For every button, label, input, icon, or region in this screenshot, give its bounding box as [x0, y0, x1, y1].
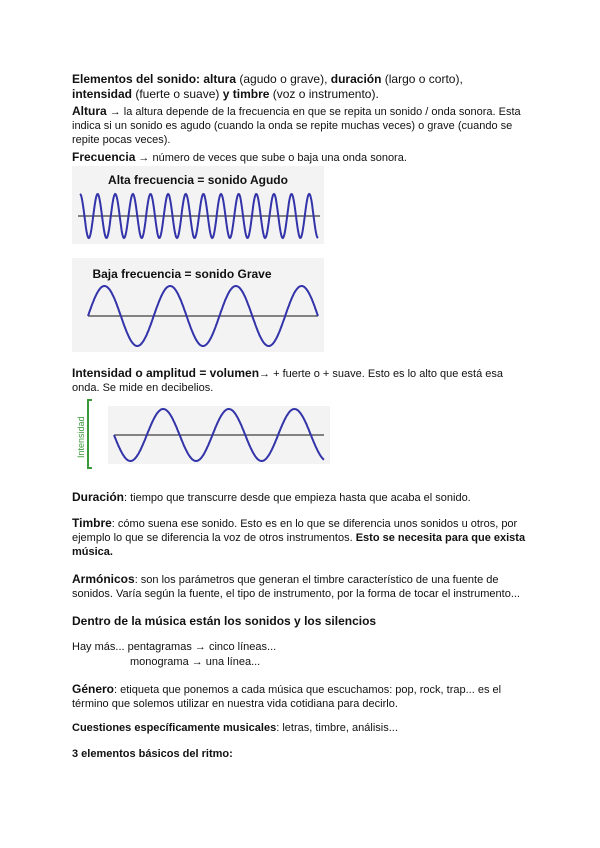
intensidad-term: Intensidad o amplitud = volumen [72, 366, 260, 380]
ritmo-text: 3 elementos básicos del ritmo: [72, 748, 233, 760]
intensidad-paragraph [72, 366, 532, 395]
intro-text-4: (voz o instrumento). [269, 87, 379, 101]
duracion-term: Duración [72, 490, 125, 504]
cuestiones-term: Cuestiones específicamente musicales [72, 722, 277, 734]
intensidad-text: → + fuerte o + suave. Esto es lo alto que está esa onda. Se mide en decibelios. [72, 368, 504, 394]
intro-text-1: (agudo o grave), [236, 72, 331, 86]
timbre-text: : cómo suena ese sonido. Esto es en lo que se diferencia unos sonidos u otros, por ejemplo lo que se diferencia la voz de otros instrumentos. [72, 518, 518, 544]
genero-paragraph [72, 682, 532, 711]
intro-timbre: y timbre [222, 87, 270, 101]
high-frequency-figure [72, 166, 324, 244]
duracion-text: : tiempo que transcurre desde que empieza hasta que acaba el sonido. [124, 492, 471, 504]
amplitude-bracket [88, 400, 92, 468]
high-frequency-wave [72, 166, 324, 244]
frecuencia-paragraph [72, 150, 532, 165]
frecuencia-term: Frecuencia [72, 150, 136, 164]
low-frequency-caption: Baja frecuencia = sonido Grave [92, 267, 272, 281]
haymas-line-2: monograma → una línea... [130, 656, 261, 668]
low-frequency-wave [72, 258, 324, 352]
haymas-line-1: Hay más... pentagramas → cinco líneas... [72, 641, 277, 653]
armonicos-paragraph [72, 572, 532, 601]
intro-duracion: duración [330, 72, 382, 86]
dentro-text: Dentro de la música están los sonidos y los silencios [72, 614, 377, 628]
timbre-bold-text: Esto se necesita para que exista música. [72, 532, 526, 558]
genero-term: Género [72, 682, 115, 696]
frecuencia-text: → número de veces que sube o baja una onda sonora. [135, 152, 407, 164]
genero-text: : etiqueta que ponemos a cada música que escuchamos: pop, rock, trap... es el término que solemos utilizar en nuestra vida cotidiana para decirlo. [72, 684, 502, 710]
altura-paragraph [72, 104, 532, 147]
duracion-paragraph [72, 490, 532, 505]
intro-title: Elementos del sonido: altura [72, 72, 237, 86]
intro-paragraph [72, 72, 532, 102]
armonicos-term: Armónicos [72, 572, 135, 586]
dentro-heading [72, 614, 532, 629]
amplitude-label: Intensidad [76, 416, 86, 458]
low-frequency-figure [72, 258, 324, 352]
timbre-term: Timbre [72, 516, 112, 530]
amplitude-figure [72, 398, 330, 470]
intro-intensidad: intensidad [72, 87, 133, 101]
cuestiones-paragraph [72, 721, 532, 735]
amplitude-wave [72, 398, 330, 470]
timbre-paragraph [72, 516, 532, 559]
altura-text: → la altura depende de la frecuencia en que se repita un sonido / onda sonora. Esta indica si un sonido es agudo (cuando la onda se repite muchas veces) o grave (cuando se repite pocas veces). [72, 106, 521, 146]
high-frequency-caption: Alta frecuencia = sonido Agudo [108, 173, 288, 187]
intro-text-3: (fuerte o suave) [132, 87, 223, 101]
intro-text-2: (largo o corto), [381, 72, 463, 86]
ritmo-heading [72, 747, 532, 761]
cuestiones-text: : letras, timbre, análisis... [276, 722, 398, 734]
armonicos-text: : son los parámetros que generan el timbre característico de una fuente de sonidos. Varía según la fuente, el tipo de instrumento, por la forma de tocar el instrumento... [72, 574, 520, 600]
altura-term: Altura [72, 104, 107, 118]
